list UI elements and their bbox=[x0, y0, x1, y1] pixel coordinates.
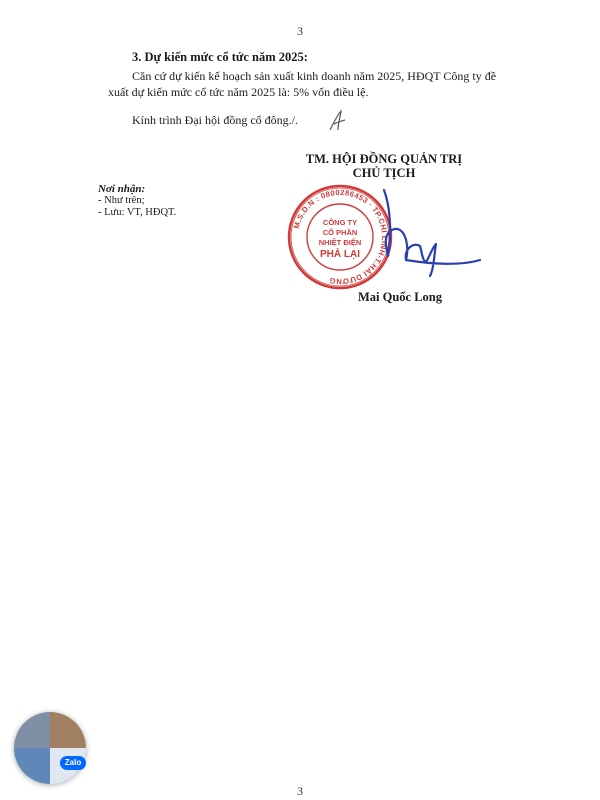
svg-text:M.S.D.N : 0800286453 · TP.CHÍ: M.S.D.N : 0800286453 · TP.CHÍ LINH-T.HẢI DƯƠNG bbox=[291, 187, 390, 287]
recipients-label: Nơi nhận: bbox=[98, 183, 146, 195]
avatar bbox=[50, 712, 86, 748]
board-title: TM. HỘI ĐỒNG QUẢN TRỊ bbox=[305, 152, 463, 166]
recipient-item: - Lưu: VT, HĐQT. bbox=[98, 207, 177, 218]
zalo-badge[interactable]: Zalo bbox=[60, 756, 86, 770]
page-number-bottom: 3 bbox=[297, 784, 303, 798]
svg-text:NHIỆT ĐIỆN: NHIỆT ĐIỆN bbox=[318, 238, 362, 247]
svg-text:PHẢ LẠI: PHẢ LẠI bbox=[320, 249, 360, 260]
paragraph-line-1: Căn cứ dự kiến kế hoạch sản xuất kinh doanh năm 2025, HĐQT Công ty đề bbox=[132, 69, 497, 83]
svg-text:CỔ PHẦN: CỔ PHẦN bbox=[322, 228, 358, 237]
svg-text:CÔNG TY: CÔNG TY bbox=[322, 218, 358, 227]
zalo-chat-bubble[interactable] bbox=[14, 712, 86, 784]
recipient-item: - Như trên; bbox=[98, 195, 145, 206]
paragraph-line-2: xuất dự kiến mức cổ tức năm 2025 là: 5% vốn điều lệ. bbox=[108, 85, 369, 99]
initial-mark-icon bbox=[326, 108, 348, 134]
avatar bbox=[14, 748, 50, 784]
avatar bbox=[14, 712, 50, 748]
signature-icon bbox=[370, 186, 482, 278]
closing-line: Kính trình Đại hội đồng cổ đông./. bbox=[132, 113, 298, 127]
chairman-title: CHỦ TỊCH bbox=[352, 166, 416, 180]
page-number-top: 3 bbox=[297, 24, 303, 38]
section-heading: 3. Dự kiến mức cổ tức năm 2025: bbox=[132, 50, 308, 64]
signer-name: Mai Quốc Long bbox=[357, 290, 443, 304]
recipients-block bbox=[98, 183, 176, 219]
